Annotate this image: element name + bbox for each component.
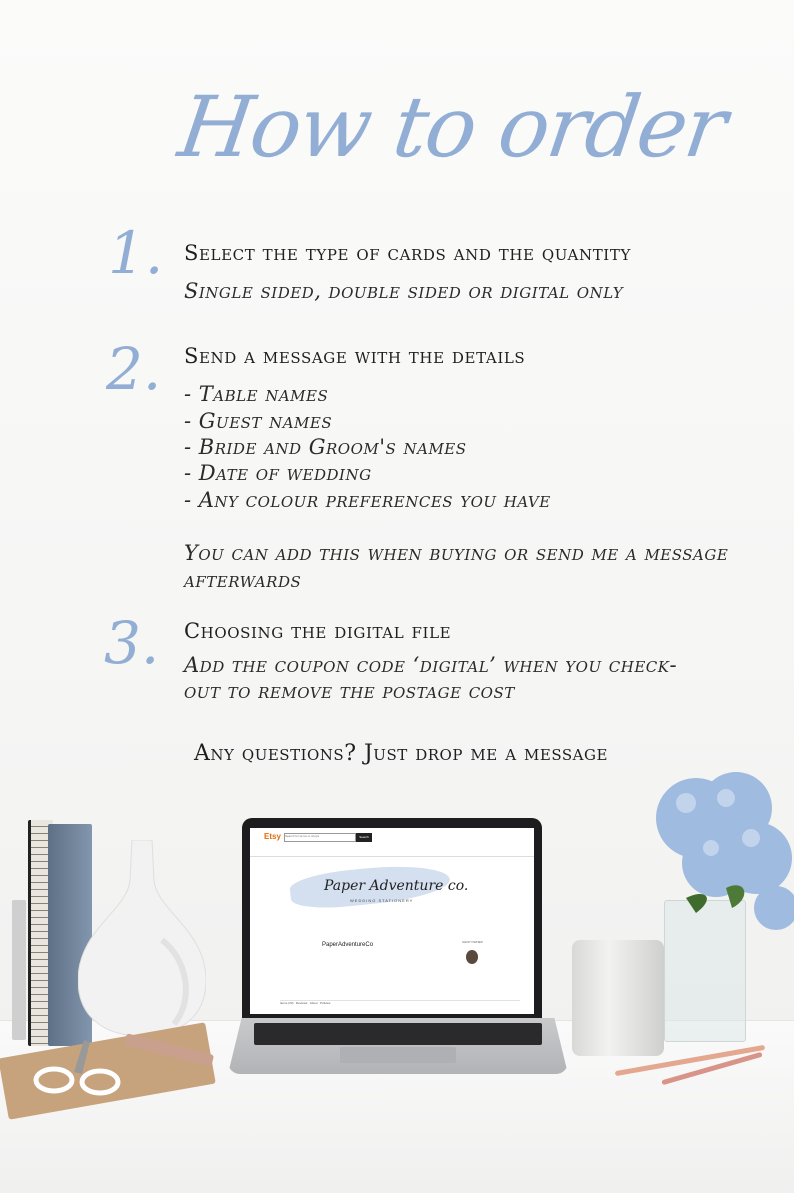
step-2-note-line-2: afterwards [184,568,302,592]
etsy-search-button: Search [356,833,372,842]
step-2-number: 2. [106,335,162,403]
step-2-heading: Send a message with the details [184,344,526,368]
shop-owner-avatar [466,950,478,964]
etsy-category-nav [250,848,534,857]
shop-tab: About [309,1001,318,1005]
step-2-item-colour-preferences: - Any colour preferences you have [184,488,551,512]
laptop-screen [242,818,542,1020]
step-3-detail-line-2: out to remove the postage cost [184,679,515,703]
shop-owner-label: SHOP OWNER [462,940,483,944]
white-vase [78,840,206,1036]
shop-banner-subtitle: WEDDING STATIONERY [350,898,414,903]
questions-message: Any questions? Just drop me a message [194,741,608,766]
hydrangea-flowers [636,768,794,948]
step-1-heading: Select the type of cards and the quantity [184,241,631,265]
step-2-item-wedding-date: - Date of wedding [184,461,372,485]
step-2-note-line-1: You can add this when buying or send me a message [184,541,729,565]
shop-tab: Items (33) [280,1001,294,1005]
etsy-logo: Etsy [264,832,281,841]
scissors-icon [30,1036,140,1100]
shop-tab: Reviews [296,1001,308,1005]
step-2-item-couple-names: - Bride and Groom's names [184,435,467,459]
step-1-detail: Single sided, double sided or digital only [184,279,624,303]
laptop-trackpad [340,1047,456,1063]
laptop-keyboard [254,1023,542,1045]
step-3-detail-line-1: Add the coupon code ‘digital’ when you check- [184,653,678,677]
step-2-item-guest-names: - Guest names [184,409,333,433]
marble-jar [572,940,664,1056]
page-title: How to order [173,78,731,176]
shop-tab: Policies [320,1001,331,1005]
step-3-number: 3. [104,609,160,677]
etsy-search-input: Search for items or shops [284,833,356,842]
etsy-shop-page [250,828,534,1014]
book-grey [12,900,26,1040]
shop-banner-name: Paper Adventure co. [324,878,469,894]
step-3-heading: Choosing the digital file [184,619,452,643]
shop-tabs [280,1000,520,1011]
step-1-number: 1. [108,219,164,287]
step-2-item-table-names: - Table names [184,382,329,406]
shop-title: PaperAdventureCo [322,942,374,948]
